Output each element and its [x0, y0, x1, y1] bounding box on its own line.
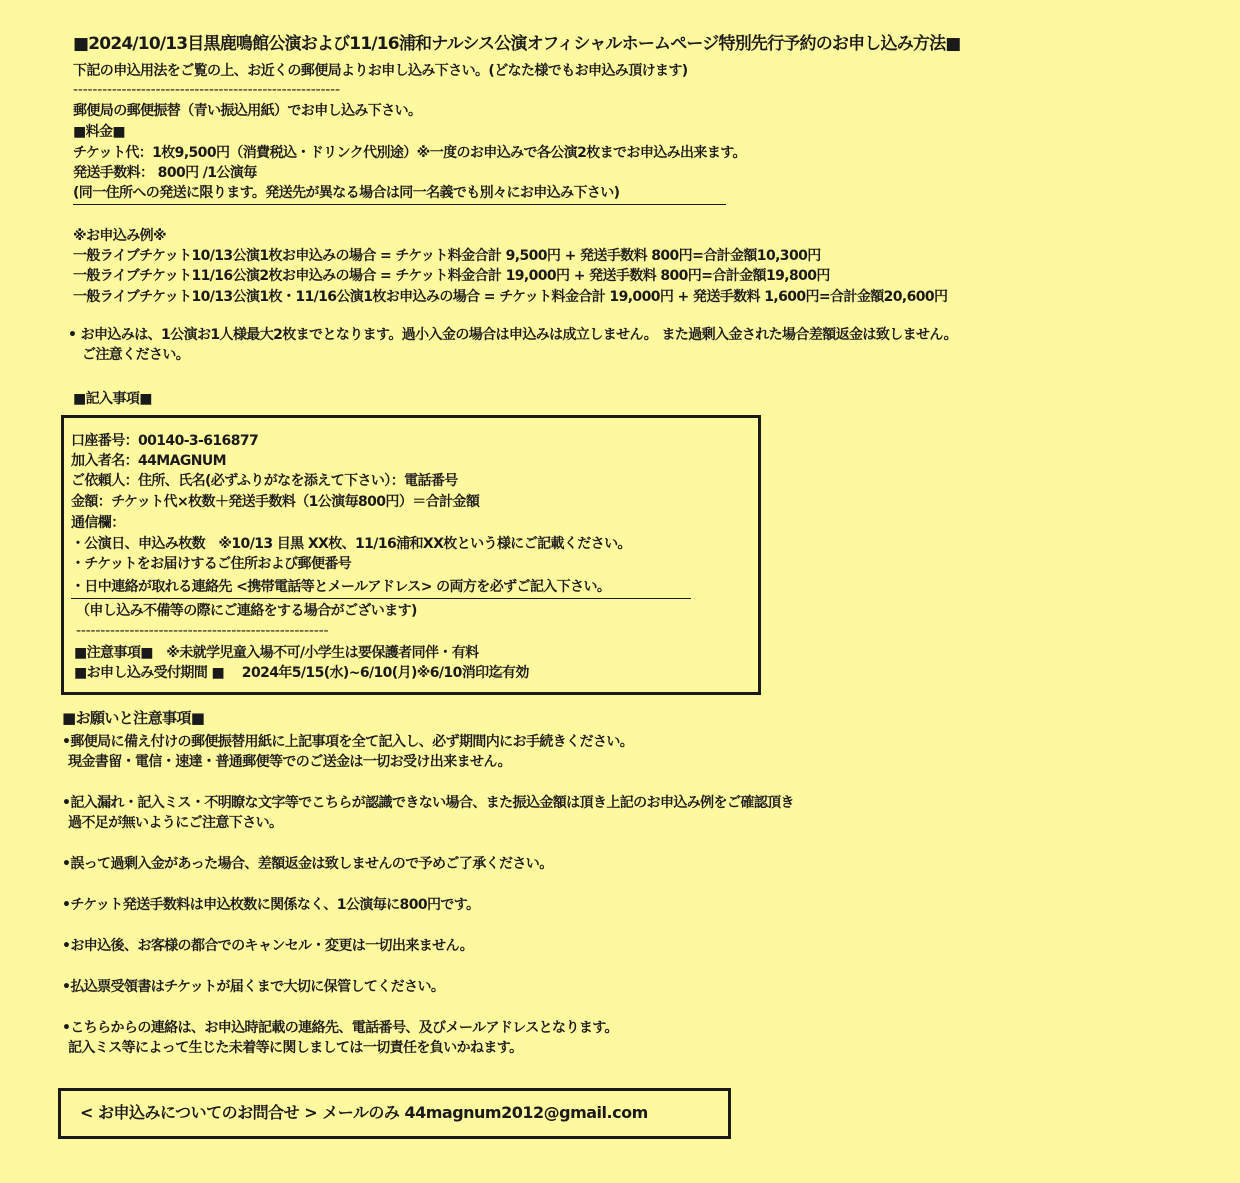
entry-amount: 金額：チケット代×枚数＋発送手数料（1公演毎800円）＝合計金額: [71, 494, 480, 510]
limit-text-cont: ご注意ください。: [82, 347, 190, 363]
note-2-cont: 過不足が無いようにご注意下さい。: [68, 815, 283, 831]
entry-comm-heading: 通信欄：: [71, 515, 125, 531]
note-3: •誤って過剰入金があった場合、差額返金は致しませんので予めご了承ください。: [62, 856, 553, 872]
entry-comm-item-2: ・チケットをお届けするご住所および郵便番号: [71, 556, 352, 572]
entry-heading: ■記入事項■: [73, 391, 152, 407]
entry-period: ■お申し込み受付期間 ■ 2024年5/15(水)~6/10(月)※6/10消印迄有効: [74, 665, 529, 681]
example-item-1: 一般ライブチケット10/13公演1枚お申込みの場合 = チケット料金合計 9,500円 + 発送手数料 800円=合計金額10,300円: [73, 248, 821, 264]
contact-text: < お申込みについてのお問合せ > メールのみ 44magnum2012@gmail.com: [80, 1103, 648, 1122]
note-1-cont: 現金書留・電信・速達・普通郵便等でのご送金は一切お受け出来ません。: [68, 754, 512, 770]
example-item-2: 一般ライブチケット11/16公演2枚お申込みの場合 = チケット料金合計 19,000円 + 発送手数料 800円=合計金額19,800円: [73, 268, 830, 284]
note-7: •こちらからの連絡は、お申込時記載の連絡先、電話番号、及びメールアドレスとなります。: [62, 1020, 618, 1036]
entry-requester: ご依頼人：住所、氏名(必ずふりがなを添えて下さい）：電話番号: [71, 473, 458, 489]
limit-text: • お申込みは、1公演お1人様最大2枚までとなります。過小入金の場合は申込みは成立しません。 また過剰入金された場合差額返金は致しません。: [68, 327, 958, 343]
entry-comm-note: （申し込み不備等の際にご連絡をする場合がございます): [76, 603, 417, 619]
fees-shipping: 発送手数料： 800円 /1公演毎: [73, 165, 257, 181]
entry-comm-item-1: ・公演日、申込み枚数 ※10/13 目黒 XX枚、11/16浦和XX枚という様にご記載ください。: [71, 536, 631, 552]
page-title: ■2024/10/13目黒鹿鳴館公演および11/16浦和ナルシス公演オフィシャルホームページ特別先行予約のお申し込み方法■: [73, 34, 961, 54]
fees-note: (同一住所への発送に限ります。発送先が異なる場合は同一名義でも別々にお申込み下さい): [73, 183, 726, 205]
divider-top: -------------------------------------------------------: [73, 82, 340, 98]
entry-name: 加入者名：44MAGNUM: [71, 453, 226, 469]
note-7-cont: 記入ミス等によって生じた未着等に関しましては一切責任を負いかねます。: [68, 1040, 523, 1056]
note-6: •払込票受領書はチケットが届くまで大切に保管してください。: [62, 979, 445, 995]
fees-ticket: チケット代：1枚9,500円（消費税込・ドリンク代別途）※一度のお申込みで各公演2枚までお申込み出来ます。: [73, 145, 746, 161]
note-1: •郵便局に備え付けの郵便振替用紙に上記事項を全て記入し、必ず期間内にお手続きください。: [62, 734, 634, 750]
example-item-3: 一般ライブチケット10/13公演1枚・11/16公演1枚お申込みの場合 = チケット料金合計 19,000円 + 発送手数料 1,600円=合計金額20,600円: [73, 289, 948, 305]
note-2: •記入漏れ・記入ミス・不明瞭な文字等でこちらが認識できない場合、また振込金額は頂き上記のお申込み例をご確認頂き: [62, 795, 794, 811]
entry-caution: ■注意事項■ ※未就学児童入場不可/小学生は要保護者同伴・有料: [74, 645, 479, 661]
entry-account: 口座番号：00140-3-616877: [71, 433, 259, 449]
entry-divider: ----------------------------------------------------: [76, 623, 329, 639]
method-text: 郵便局の郵便振替（青い振込用紙）でお申し込み下さい。: [73, 103, 422, 119]
note-5: •お申込後、お客様の都合でのキャンセル・変更は一切出来ません。: [62, 938, 474, 954]
notes-heading: ■お願いと注意事項■: [62, 709, 205, 727]
intro-text: 下記の申込用法をご覧の上、お近くの郵便局よりお申し込み下さい。(どなた様でもお申込み頂けます): [73, 63, 688, 79]
examples-heading: ※お申込み例※: [73, 228, 167, 244]
entry-comm-item-3: ・日中連絡が取れる連絡先 <携帯電話等とメールアドレス> の両方を必ずご記入下さい。: [71, 577, 691, 599]
note-4: •チケット発送手数料は申込枚数に関係なく、1公演毎に800円です。: [62, 897, 480, 913]
fees-heading: ■料金■: [73, 124, 126, 140]
